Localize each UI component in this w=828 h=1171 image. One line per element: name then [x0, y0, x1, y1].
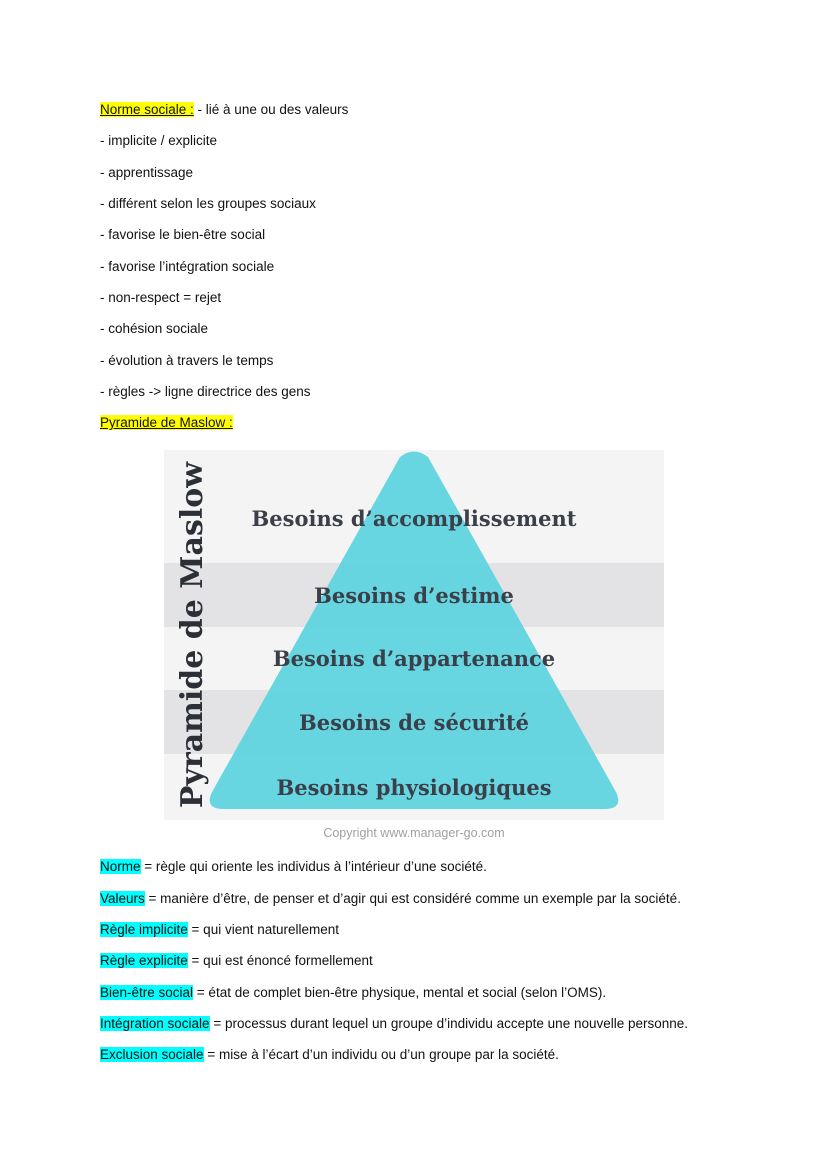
list-item: - apprentissage: [100, 165, 194, 180]
definition-row: [100, 921, 339, 939]
maslow-pyramid-figure: [164, 450, 664, 820]
definition-text: = mise à l’écart d’un individu ou d’un groupe par la société.: [203, 1047, 559, 1062]
level-4-label: Besoins de sécurité: [298, 710, 530, 735]
norme-heading: Norme sociale :: [100, 102, 194, 117]
definition-term: Règle explicite: [100, 953, 188, 968]
definition-row: [100, 1015, 688, 1033]
definition-text: = qui vient naturellement: [187, 922, 340, 937]
definition-row: [100, 952, 373, 970]
definition-term: Valeurs: [100, 891, 145, 906]
definition-term: Intégration sociale: [100, 1016, 210, 1031]
level-3-label: Besoins d’appartenance: [272, 646, 556, 671]
list-item: - implicite / explicite: [100, 133, 218, 148]
list-item: - différent selon les groupes sociaux: [100, 196, 316, 211]
definition-term: Bien-être social: [100, 985, 194, 1000]
definition-text: = règle qui oriente les individus à l’intérieur d’une société.: [140, 859, 487, 874]
pyramid-heading: Pyramide de Maslow :: [100, 415, 233, 430]
list-item: - favorise l’intégration sociale: [100, 259, 275, 274]
level-5-label: Besoins physiologiques: [276, 775, 552, 800]
level-2-label: Besoins d’estime: [314, 583, 514, 608]
definition-text: = qui est énoncé formellement: [187, 953, 373, 968]
list-item: - évolution à travers le temps: [100, 353, 274, 368]
list-item: - favorise le bien-être social: [100, 227, 266, 242]
definition-text: = processus durant lequel un groupe d’individu accepte une nouvelle personne.: [209, 1016, 689, 1031]
definition-text: = manière d’être, de penser et d’agir qui est considéré comme un exemple par la société.: [144, 891, 681, 906]
list-item: - non-respect = rejet: [100, 290, 222, 305]
norme-heading-rest: - lié à une ou des valeurs: [193, 102, 349, 117]
copyright: Copyright www.manager-go.com: [323, 826, 505, 840]
definition-row: [100, 1046, 559, 1064]
definition-term: Exclusion sociale: [100, 1047, 204, 1062]
side-title: Pyramide de Maslow: [175, 461, 210, 809]
list-item: - cohésion sociale: [100, 321, 209, 336]
pyramid-heading-line: [100, 414, 233, 432]
definition-row: [100, 858, 487, 876]
definition-term: Norme: [100, 859, 141, 874]
definition-term: Règle implicite: [100, 922, 188, 937]
list-item: - règles -> ligne directrice des gens: [100, 384, 311, 399]
definition-text: = état de complet bien-être physique, mental et social (selon l’OMS).: [193, 985, 607, 1000]
definition-row: [100, 984, 606, 1002]
definition-row: [100, 890, 681, 908]
norme-heading-line: [100, 101, 348, 119]
level-1-label: Besoins d’accomplissement: [251, 506, 577, 531]
